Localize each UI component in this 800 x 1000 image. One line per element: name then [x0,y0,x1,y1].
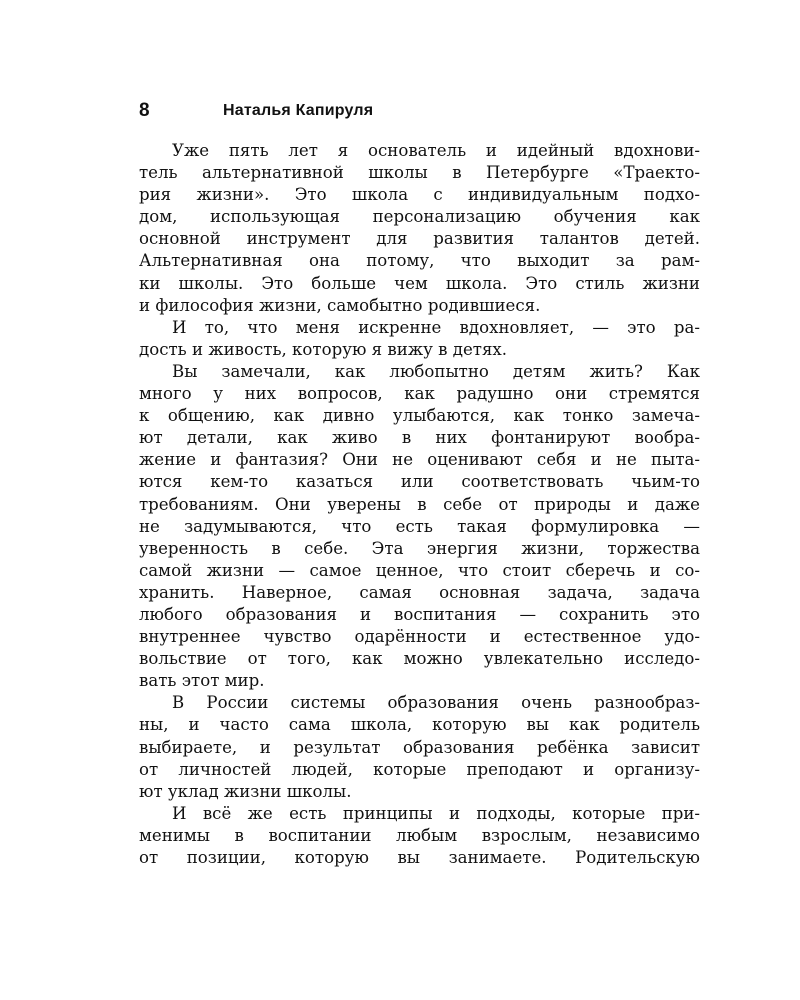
text-line: ки школы. Это больше чем школа. Это стиль жизни [139,273,700,293]
text-line: хранить. Наверное, самая основная задача, задача [139,582,700,602]
text-line: Вы замечали, как любопытно детям жить? Как [172,361,700,381]
text-line: к общению, как дивно улыбаются, как тонко замеча- [139,406,700,426]
text-line: вольствие от того, как можно увлекательно исследо- [139,649,700,669]
text-line: и философия жизни, самобытно родившиеся. [139,295,541,315]
text-line: вать этот мир. [139,671,265,691]
text-line: любого образования и воспитания — сохранить это [139,604,700,624]
page-header [139,98,373,124]
paragraph [139,803,700,869]
text-line: Альтернативная она потому, что выходит за рам- [139,251,700,271]
paragraph [139,361,700,692]
text-line: дом, использующая персонализацию обучения как [139,207,700,227]
text-line: дость и живость, которую я вижу в детях. [139,339,508,359]
text-line: от личностей людей, которые преподают и организу- [139,759,700,779]
text-line: ют детали, как живо в них фонтанируют вообра- [139,428,700,448]
text-line: В России системы образования очень разнообраз- [172,693,700,713]
text-line: И то, что меня искренне вдохновляет, — это ра- [172,317,700,337]
text-line: ются кем-то казаться или соответствовать чьим-то [139,472,700,492]
text-line: менимы в воспитании любым взрослым, независимо [139,825,700,845]
text-line: много у них вопросов, как радушно они стремятся [139,384,700,404]
text-line: ют уклад жизни школы. [139,781,352,801]
text-line: самой жизни — самое ценное, что стоит сберечь и со- [139,560,700,580]
text-line: от позиции, которую вы занимаете. Родительскую [139,848,700,867]
text-line: жение и фантазия? Они не оценивают себя и не пыта- [139,450,700,470]
text-line: выбираете, и результат образования ребёнка зависит [139,737,700,757]
page-number: 8 [139,100,150,121]
text-line: требованиям. Они уверены в себе от природы и даже [139,494,700,514]
paragraph [139,317,700,361]
text-line: рия жизни». Это школа с индивидуальным подхо- [139,185,700,205]
text-line: основной инструмент для развития талантов детей. [139,229,700,249]
text-line: Уже пять лет я основатель и идейный вдохнови- [172,141,700,160]
text-line: ны, и часто сама школа, которую вы как родитель [139,715,700,735]
text-line: внутреннее чувство одарённости и естественное удо- [139,627,700,647]
running-head-author: Наталья Капируля [223,102,374,119]
text-line: уверенность в себе. Эта энергия жизни, торжества [139,538,700,558]
paragraph [139,692,700,802]
body-text [139,140,700,869]
paragraph [139,140,700,317]
text-line: тель альтернативной школы в Петербурге «Траекто- [139,163,700,183]
text-line: не задумываются, что есть такая формулировка — [139,516,700,536]
text-line: И всё же есть принципы и подходы, которые при- [172,803,700,823]
